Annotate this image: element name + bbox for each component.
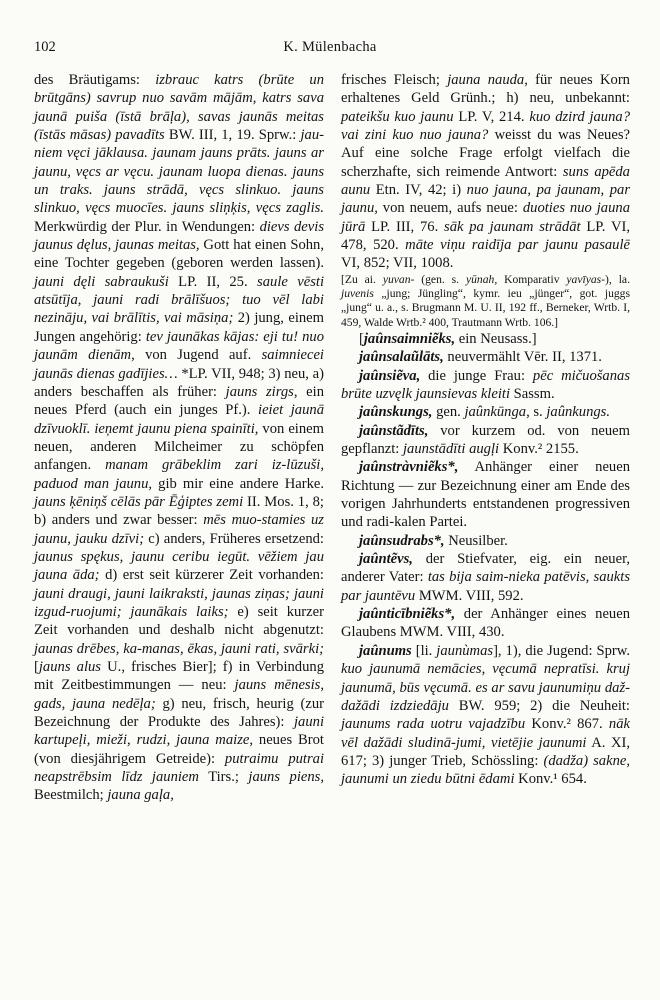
entry-continuation: frisches Fleisch; jauna nauda, für neues Korn erhaltenes Geld Grünh.; h) neu, unbekannt: pateikšu kuo jaunu LP. V, 214. kuo dzird jauna? vai zini kuo nuo jauna? weisst du was Neues? Auf eine solche Frage erfolgt vielfach die scherzhafte, sich reimende Antwort: suns apēda aunu Etn. IV, 42; i) nuo jauna, pa jaunam, par jaunu, von neuem, aufs neue: duoties nuo jauna jūrā LP. III, 76. sāk pa jaunam strādāt LP. VI, 478, 520. māte viņu raidīja par jaunu pasaulē VI, 852; VII, 1008. [341, 72, 630, 272]
dictionary-entry: jaûnsudrabs*, Neusilber. [359, 532, 508, 549]
entry-continuation: des Bräutigams: izbrauc katrs (brūte un brūtgāns) savrup nuo savām mājām, katrs sava jaunā puiša (īstā brāļa), savas jaunās meitas (īstās māsas) pavadīts BW. III, 1, 19. Sprw.: jau-niem vęci jāklausa. jaunam jauns prāts. jauns ar jaunu, vęcs ar vęcu. jaunam luopa dienas. jauns un traks. jauns strādā, vęcs slinkuo. jauns slinkuo, vęcs muocīes. jauns sliņķis, vęcs zaglis. Merkwürdig der Plur. in Wendungen: dievs devis jaunus dęlus, jaunas meitas, Gott hat einen Sohn, eine Tochter gegeben (geboren werden lassen). jauni dęli sabraukuši LP. II, 25. saule vēsti atsūtīja, jauni radi brālīšuos; tuo vēl labi nezināju, vai brālītis, vai māsiņa; 2) jung, einem Jungen angehörig: tev jaunākas kājas: eji tu! nuo jaunām dienām, von Jugend auf. saimniecei jaunās dienas gadījies… *LP. VII, 948; 3) neu, a) anders beschaffen als früher: jauns zirgs, ein neues Pferd (auch ein junges Pf.). ieiet jaunā dzīvuoklī. ieņemt jaunu piena spainīti, von einem neuen, anderen Milcheimer zu schöpfen anfangen. manam grābeklim zari iz-lūzuši, paduod man jaunu, gib mir eine andere Harke. jauns ķēniņš cēlās pār Ēģiptes zemi II. Mos. 1, 8; b) anders und zwar besser: mēs muo-stamies uz jaunu, jauku dzīvi; c) anders, Früheres ersetzend: jaunus spękus, jaunu ceribu iegūt. vēžiem jau jauna āda; d) erst seit kürzerer Zeit vorhanden: jauni draugi, jauni laikraksti, jaunas ziņas; jauni izgud-ruojumi; jaunākais laiks; e) seit kurzer Zeit vorhanden und deshalb nicht abgenutzt: jaunas drēbes, ka-manas, ēkas, jauni rati, svārki; [jauns alus U., frisches Bier]; f) in Verbindung mit Zeitbestimmungen — neu: jauns mēnesis, gads, jauna nedēļa; g) neu, frisch, heurig (zur Bezeichnung der Produkte des Jahres): jauni kartupeļi, mieži, rudzi, jauna maize, neues Brot (von diesjährigem Getreide): putraimu putrai neapstrēbsim līdz jauniem Tirs.; jauns piens, Beestmilch; jauna gaļa, [34, 72, 324, 804]
dictionary-entry: jaûnstràvniẽks*, Anhänger einer neuen Richtung — zur Bezeichnung einer am Ende des vorigen Jahrhunderts entstandenen progressiven und radi-kalen Partei. [341, 459, 630, 531]
page-number: 102 [34, 39, 56, 55]
dictionary-entry: jaûnums [li. jaunùmas], 1), die Jugend: Sprw. kuo jaunumā nemācies, vęcumā nepratīsi. kruj jaunumā, būs vęcumā. es ar savu jaunumiņu daž-dažādi izdziedāju BW. 959; 2) die Neuheit: jaunums rada uotru vajadzību Konv.² 867. nāk vēl dažādi sludinā-jumi, vietējie jaunumi A. XI, 617; 3) junger Trieb, Schössling: (dadža) sakne, jaunumi un ziedu būtni ēdami Konv.¹ 654. [341, 642, 630, 788]
dictionary-entry: jaûnsiẽva, die junge Frau: pēc mičuošanas brūte uzvęlk jaunsievas kleiti Sassm. [341, 367, 630, 402]
right-column [341, 71, 630, 789]
etymology-note: [Zu ai. yuvan- (gen. s. yūnah, Komparativ yavīyas-), la. juvenis „jung; Jüngling“, kymr. ieu „jünger“, got. juggs „jung“ u. a., s. Brugmann M. U. II, 192 ff., Berneker, Wrtb. I, 459, Walde Wrtb.² 400, Trautmann Wrtb. 106.] [341, 272, 630, 329]
dictionary-entry: jaûntẽvs, der Stiefvater, eig. ein neuer, anderer Vater: tas bija saim-nieka patēvis, saukts par jauntēvu MWM. VIII, 592. [341, 551, 630, 604]
dictionary-entry: jaûnsalaũlāts, neuvermählt Vēr. II, 1371. [359, 349, 602, 366]
dictionary-entry: jaûnskungs, gen. jaûnkūnga, s. jaûnkungs. [359, 404, 610, 421]
dictionary-entry: jaûnstãdīts, vor kurzem od. von neuem gepflanzt: jaunstādīti augļi Konv.² 2155. [341, 422, 630, 458]
left-column [34, 71, 324, 805]
dictionary-entry: jaûnticībniẽks*, der Anhänger eines neuen Glaubens MWM. VIII, 430. [341, 606, 630, 641]
dictionary-entry: [jaûnsaimniẽks, ein Neusass.] [359, 330, 537, 347]
running-head: K. Mülenbacha [283, 39, 377, 55]
